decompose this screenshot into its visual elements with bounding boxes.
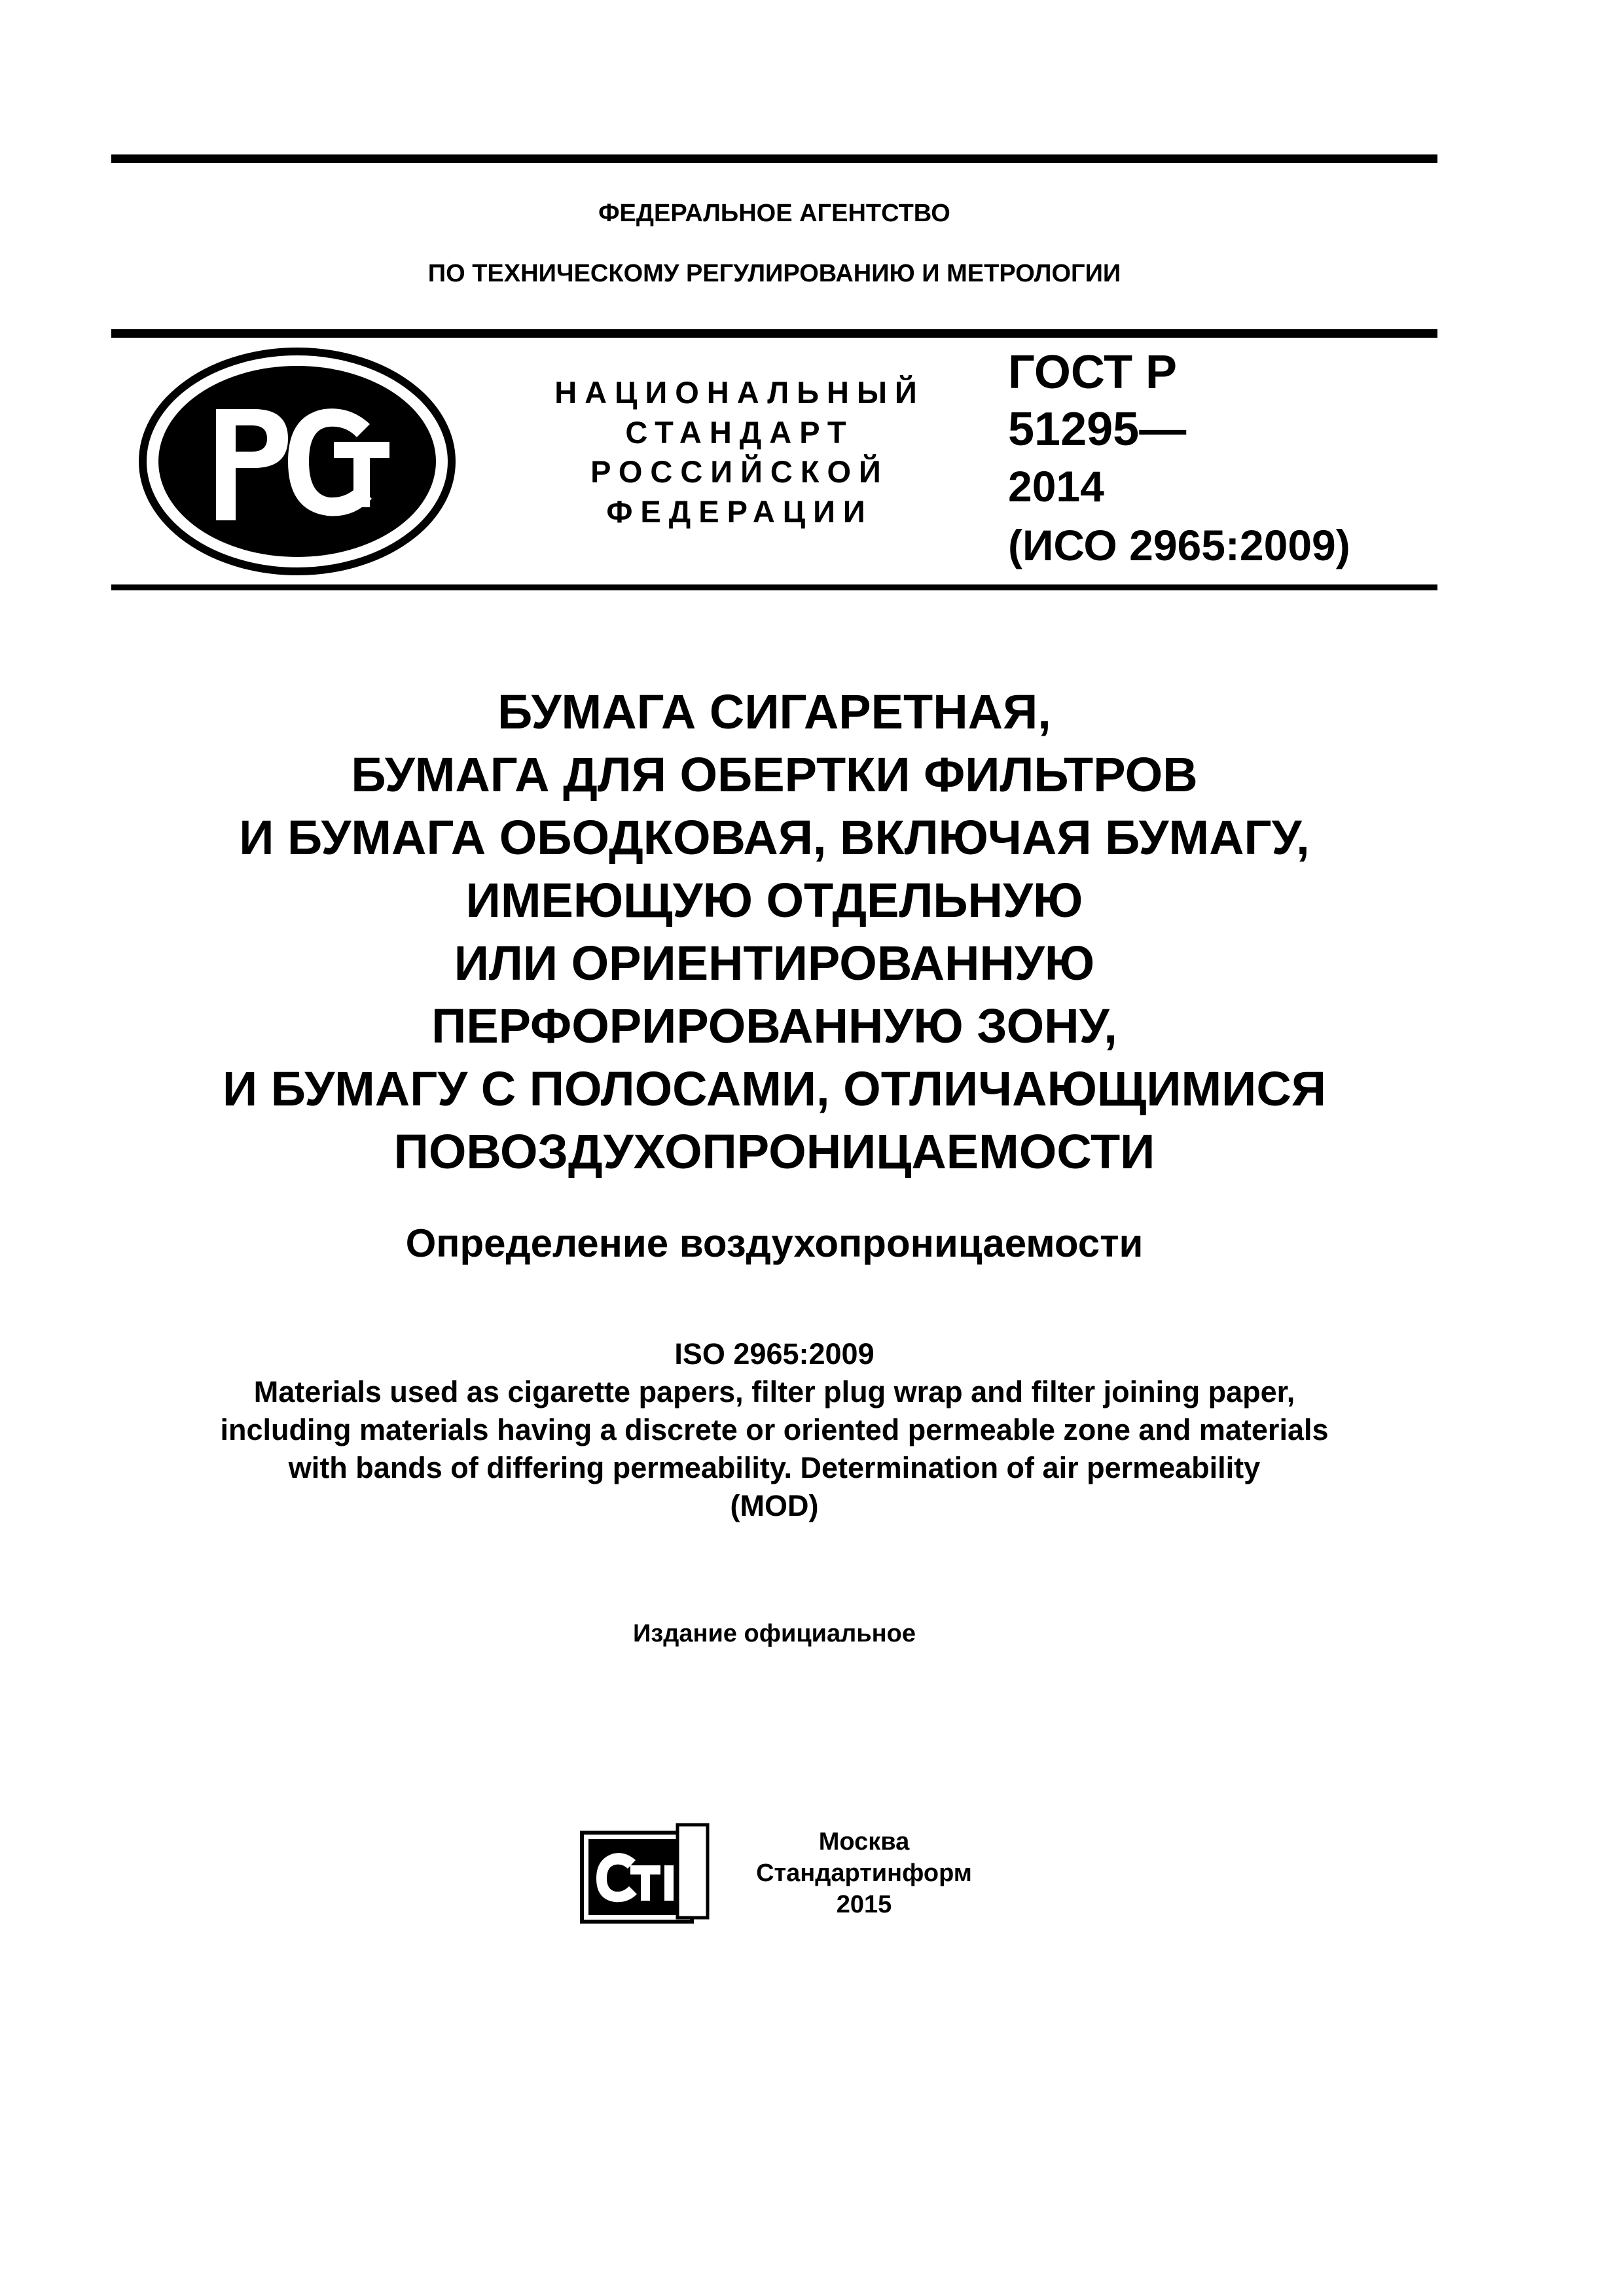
designation-line-1: ГОСТ Р bbox=[1008, 346, 1178, 399]
iso-line: Materials used as cigarette papers, filter plug wrap and filter joining paper, bbox=[253, 1375, 1295, 1408]
iso-line: with bands of differing permeability. Determination of air permeability bbox=[288, 1451, 1261, 1484]
title-line: БУМАГА СИГАРЕТНАЯ, bbox=[497, 685, 1051, 739]
title-line: И БУМАГА ОБОДКОВАЯ, ВКЛЮЧАЯ БУМАГУ, bbox=[239, 810, 1310, 865]
agency-name-line-1: ФЕДЕРАЛЬНОЕ АГЕНТСТВО bbox=[598, 200, 950, 227]
publication-year: 2015 bbox=[836, 1891, 892, 1918]
iso-line: including materials having a discrete or oriented permeable zone and materials bbox=[220, 1413, 1329, 1446]
publisher-name: Стандартинформ bbox=[756, 1859, 972, 1887]
designation-line-4: (ИСО 2965:2009) bbox=[1008, 521, 1350, 569]
national-standard-line-1: НАЦИОНАЛЬНЫЙ bbox=[554, 375, 925, 410]
title-line: ИМЕЮЩУЮ ОТДЕЛЬНУЮ bbox=[465, 873, 1083, 927]
national-standard-line-2: СТАНДАРТ bbox=[625, 415, 854, 450]
iso-reference bbox=[111, 1335, 1437, 1525]
title-line: И БУМАГУ С ПОЛОСАМИ, ОТЛИЧАЮЩИМИСЯ bbox=[223, 1062, 1326, 1116]
sti-publisher-logo-icon bbox=[579, 1820, 710, 1924]
edition-label: Издание официальное bbox=[633, 1620, 916, 1647]
top-rule bbox=[111, 154, 1437, 163]
publisher-city: Москва bbox=[818, 1828, 910, 1856]
iso-line: (MOD) bbox=[730, 1489, 819, 1522]
document-subtitle: Определение воздухопроницаемости bbox=[405, 1221, 1144, 1265]
designation-line-2: 51295— bbox=[1008, 403, 1187, 456]
agency-name-line-2: ПО ТЕХНИЧЕСКОМУ РЕГУЛИРОВАНИЮ И МЕТРОЛОГИИ bbox=[427, 260, 1121, 287]
title-line: ПОВОЗДУХОПРОНИЦАЕМОСТИ bbox=[393, 1124, 1155, 1179]
title-line: ИЛИ ОРИЕНТИРОВАННУЮ bbox=[454, 936, 1095, 990]
national-standard-line-4: ФЕДЕРАЦИИ bbox=[606, 494, 873, 529]
bottom-rule bbox=[111, 584, 1437, 590]
national-standard-line-3: РОССИЙСКОЙ bbox=[590, 454, 889, 489]
title-line: БУМАГА ДЛЯ ОБЕРТКИ ФИЛЬТРОВ bbox=[351, 747, 1198, 802]
iso-line: ISO 2965:2009 bbox=[674, 1337, 875, 1371]
middle-rule bbox=[111, 329, 1437, 338]
title-line: ПЕРФОРИРОВАННУЮ ЗОНУ, bbox=[431, 999, 1117, 1053]
rst-logo-icon bbox=[137, 347, 457, 576]
document-title bbox=[111, 681, 1437, 1183]
publisher-info bbox=[733, 1826, 995, 1920]
designation-line-3: 2014 bbox=[1008, 462, 1104, 511]
